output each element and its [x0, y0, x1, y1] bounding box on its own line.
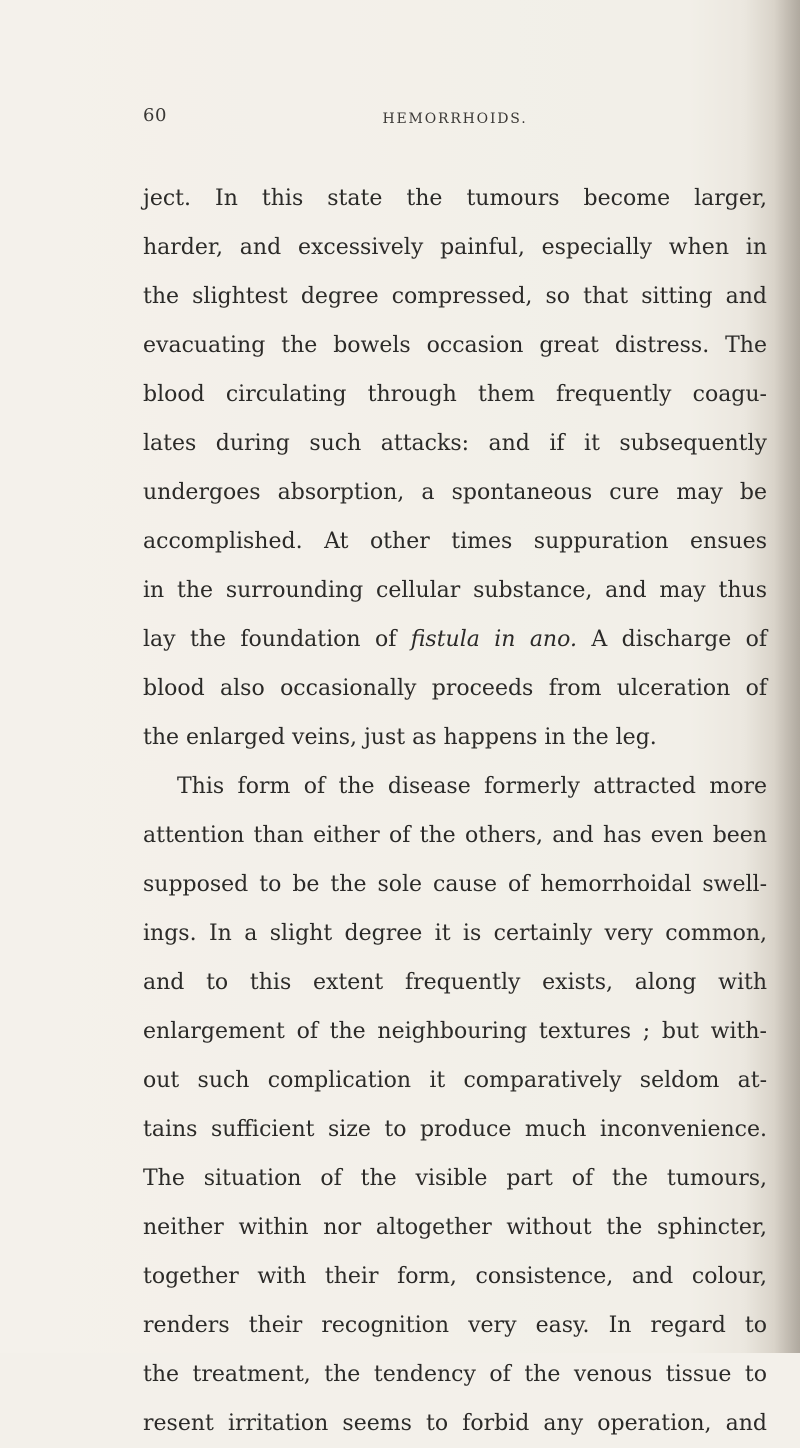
- text-line: attention than either of the others, and has even been: [143, 823, 767, 848]
- text-line: The situation of the visible part of the tumours,: [143, 1166, 767, 1191]
- text-line: ject. In this state the tumours become larger,: [143, 186, 767, 211]
- text-line: ings. In a slight degree it is certainly very common,: [143, 921, 767, 946]
- text-line: and to this extent frequently exists, along with: [143, 970, 767, 995]
- page-number: 60: [143, 105, 167, 126]
- text-line: evacuating the bowels occasion great distress. The: [143, 333, 767, 358]
- text-line: blood also occasionally proceeds from ulceration of: [143, 676, 767, 701]
- text-line: together with their form, consistence, and colour,: [143, 1264, 767, 1289]
- text-line: blood circulating through them frequently coagu-: [143, 382, 767, 407]
- page-header: [143, 105, 767, 135]
- text-line: accomplished. At other times suppuration ensues: [143, 529, 767, 554]
- text-line: the slightest degree compressed, so that sitting and: [143, 284, 767, 309]
- text-line: resent irritation seems to forbid any operation, and: [143, 1411, 767, 1436]
- running-head: HEMORRHOIDS.: [382, 111, 528, 127]
- text-segment: lay the foundation of: [143, 627, 411, 652]
- text-segment: A discharge of: [576, 627, 768, 652]
- text-line: neither within nor altogether without the sphincter,: [143, 1215, 767, 1240]
- binding-shadow: [774, 0, 800, 1353]
- text-line: harder, and excessively painful, especially when in: [143, 235, 767, 260]
- text-line: the treatment, the tendency of the venous tissue to: [143, 1362, 767, 1387]
- text-line: in the surrounding cellular substance, and may thus: [143, 578, 767, 603]
- text-line: tains sufficient size to produce much inconvenience.: [143, 1117, 767, 1142]
- paragraph-start-line: This form of the disease formerly attracted more: [177, 774, 767, 799]
- text-line-with-italic: [143, 615, 767, 664]
- text-line: lates during such attacks: and if it subsequently: [143, 431, 767, 456]
- body-text: [143, 174, 767, 1448]
- text-line: supposed to be the sole cause of hemorrhoidal swell-: [143, 872, 767, 897]
- text-line: renders their recognition very easy. In regard to: [143, 1313, 767, 1338]
- text-line: out such complication it comparatively seldom at-: [143, 1068, 767, 1093]
- text-line: the enlarged veins, just as happens in the leg.: [143, 725, 657, 750]
- italic-term-fistula-in-ano: fistula in ano.: [410, 627, 577, 652]
- text-line: undergoes absorption, a spontaneous cure may be: [143, 480, 767, 505]
- text-line: enlargement of the neighbouring textures ; but with-: [143, 1019, 767, 1044]
